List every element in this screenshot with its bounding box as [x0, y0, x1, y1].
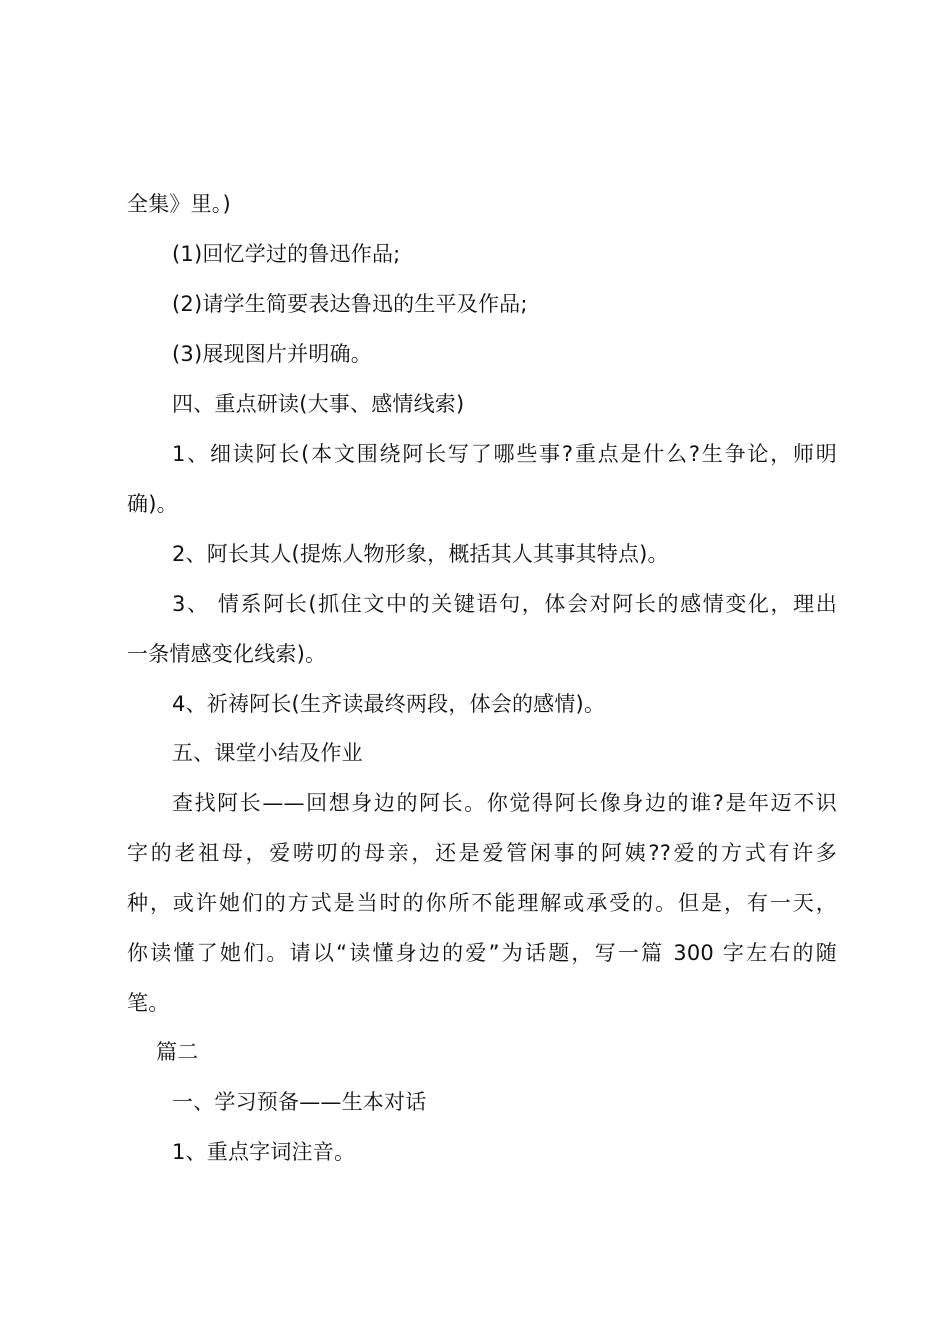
paragraph-line: 种，或许她们的方式是当时的你所不能理解或承受的。但是，有一天， [127, 891, 837, 915]
paragraph-line: 3、 情系阿长(抓住文中的关键语句，体会对阿长的感情变化，理出 [172, 592, 837, 616]
section-heading: 四、重点研读(大事、感情线索) [172, 392, 465, 416]
paragraph-line: 确)。 [127, 492, 178, 516]
paragraph-line: 1、重点字词注音。 [172, 1140, 356, 1164]
paragraph-line: (1)回忆学过的鲁迅作品; [172, 242, 401, 266]
paragraph-line: 全集》里。) [127, 192, 231, 216]
paragraph-line: 笔。 [127, 991, 170, 1015]
section-heading: 五、课堂小结及作业 [172, 741, 363, 765]
paragraph-line: 一条情感变化线索)。 [127, 642, 327, 666]
paragraph-line: 1、细读阿长(本文围绕阿长写了哪些事?重点是什么?生争论，师明 [172, 442, 837, 466]
paragraph-line: 4、祈祷阿长(生齐读最终两段，体会的感情)。 [172, 692, 606, 716]
paragraph-line: 字的老祖母，爱唠叨的母亲，还是爱管闲事的阿姨??爱的方式有许多 [127, 841, 837, 865]
paragraph-line: 查找阿长——回想身边的阿长。你觉得阿长像身边的谁?是年迈不识 [172, 791, 837, 815]
paragraph-line: 2、阿长其人(提炼人物形象，概括其人其事其特点)。 [172, 542, 669, 566]
paragraph-line: (3)展现图片并明确。 [172, 342, 372, 366]
part-heading: 篇二 [156, 1040, 199, 1064]
section-heading: 一、学习预备——生本对话 [172, 1090, 427, 1114]
paragraph-line: 你读懂了她们。请以“读懂身边的爱”为话题，写一篇 300 字左右的随 [127, 941, 837, 965]
paragraph-line: (2)请学生简要表达鲁迅的生平及作品; [172, 292, 528, 316]
